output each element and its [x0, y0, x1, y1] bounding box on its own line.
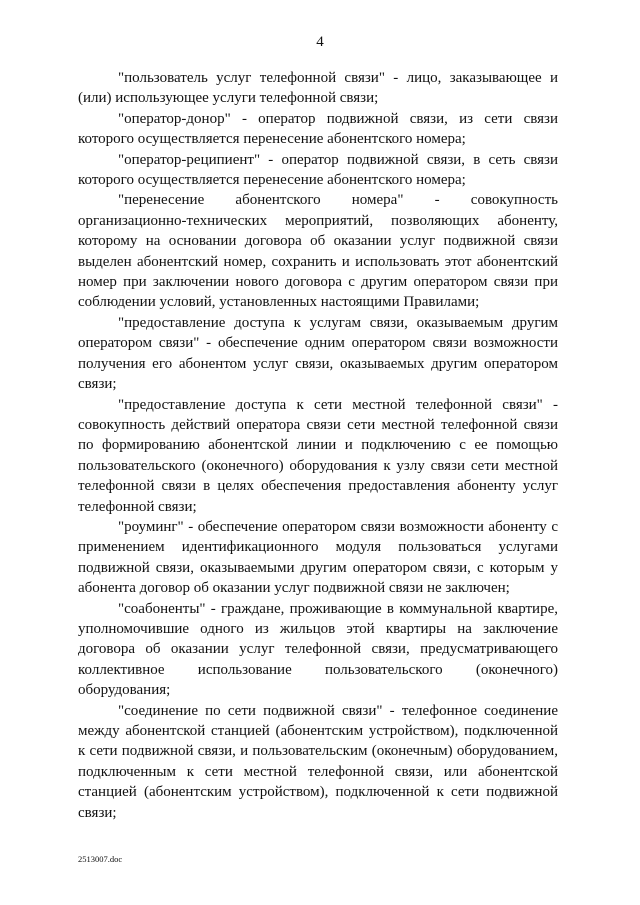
- definition-paragraph: "соединение по сети подвижной связи" - телефонное соединение между абонентской станцией (абонентским устройством), подключенной к сети подвижной связи, и пользовательским (оконечным) оборудованием, подключенным к сети местной телефонной связи, или абонентской станцией (абонентским устройством), подключенной к сети подвижной связи;: [78, 702, 558, 821]
- definition-paragraph: "роуминг" - обеспечение оператором связи возможности абоненту с применением идентификационного модуля пользоваться услугами подвижной связи, оказываемыми другим оператором связи, с которым у абонента договор об оказании услуг подвижной связи не заключен;: [78, 518, 558, 597]
- definition-paragraph: "пользователь услуг телефонной связи" - лицо, заказывающее и (или) использующее услуги телефонной связи;: [78, 70, 558, 107]
- document-body: [78, 68, 558, 823]
- definition-paragraph: "соабоненты" - граждане, проживающие в коммунальной квартире, уполномочившие одного из жильцов этой квартиры на заключение договора об оказании услуг телефонной связи, предусматривающего коллективное использование пользовательского (оконечного) оборудования;: [78, 600, 558, 699]
- definition-paragraph: "предоставление доступа к услугам связи, оказываемым другим оператором связи" - обеспечение одним оператором связи возможности получения его абонентом услуг связи, оказываемых другим оператором связи;: [78, 314, 558, 393]
- footer-doc-id: 2513007.doc: [78, 854, 123, 864]
- definition-paragraph: "предоставление доступа к сети местной телефонной связи" - совокупность действий оператора связи сети местной телефонной связи по формированию абонентской линии и подключению с ее помощью пользовательского (оконечного) оборудования к узлу связи сети местной телефонной связи в целях обеспечения предоставления абоненту услуг телефонной связи;: [78, 396, 558, 515]
- definition-paragraph: "оператор-реципиент" - оператор подвижной связи, в сеть связи которого осуществляется перенесение абонентского номера;: [78, 151, 558, 189]
- definition-paragraph: "оператор-донор" - оператор подвижной связи, из сети связи которого осуществляется перенесение абонентского номера;: [78, 110, 558, 148]
- page-number: 4: [316, 34, 324, 50]
- definition-paragraph: "перенесение абонентского номера" - совокупность организационно-технических мероприятий, позволяющих абоненту, которому на основании договора об оказании услуг подвижной связи выделен абонентский номер, сохранить и использовать этот абонентский номер при заключении нового договора с другим оператором связи при соблюдении условий, установленных настоящими Правилами;: [78, 192, 558, 311]
